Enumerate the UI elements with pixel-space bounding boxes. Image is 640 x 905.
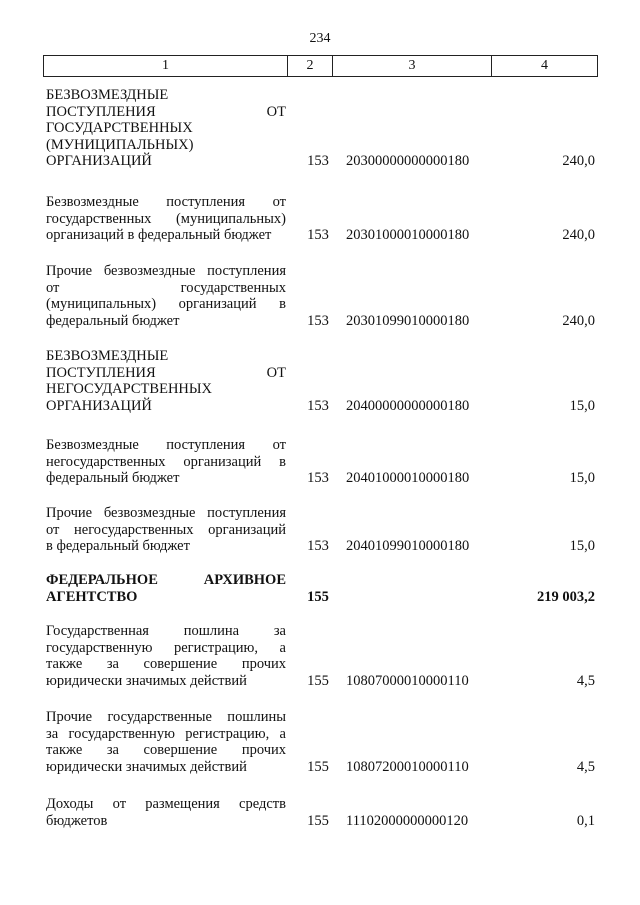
row-name-line: ПОСТУПЛЕНИЯ ОТ [46, 103, 286, 120]
row-admin-code: 155 [307, 758, 329, 775]
row-admin-code: 153 [307, 227, 329, 243]
row-name-line: также за совершение прочих [46, 742, 286, 758]
row-name [46, 623, 286, 689]
row-name [46, 348, 286, 414]
row-name-line: Прочие безвозмездные поступления [46, 263, 286, 279]
row-name-line: от негосударственных организаций [46, 521, 286, 538]
row-amount: 0,1 [576, 812, 595, 829]
row-budget-code: 20300000000000180 [346, 153, 470, 169]
row-name-line: (муниципальных) организаций в [46, 296, 286, 312]
row-name [46, 796, 286, 829]
row-amount: 240,0 [562, 312, 595, 329]
row-name-line: федеральный бюджет [46, 470, 180, 486]
row-name-line: НЕГОСУДАРСТВЕННЫХ [46, 381, 212, 397]
row-admin-code: 153 [307, 153, 329, 169]
row-admin-code: 153 [307, 470, 329, 486]
row-budget-code: 10807200010000110 [346, 758, 469, 775]
row-budget-code: 20301000010000180 [346, 227, 470, 243]
row-admin-code: 153 [307, 312, 329, 329]
row-budget-code: 20301099010000180 [346, 312, 470, 329]
row-name [46, 263, 286, 329]
row-admin-code: 153 [307, 397, 329, 414]
row-amount: 219 003,2 [537, 588, 595, 605]
row-budget-code: 20401099010000180 [346, 538, 470, 554]
row-name-line: негосударственных организаций в [46, 453, 286, 470]
row-admin-code: 155 [307, 812, 329, 829]
row-amount: 15,0 [569, 397, 595, 414]
row-name-line: Безвозмездные поступления от [46, 437, 286, 453]
row-name-line: юридически значимых действий [46, 758, 247, 775]
row-amount: 240,0 [562, 227, 595, 243]
row-admin-code: 155 [307, 672, 329, 689]
row-name-line: за государственную регистрацию, а [46, 725, 286, 742]
row-name-line: БЕЗВОЗМЕЗДНЫЕ [46, 348, 169, 364]
row-name-line: организаций в федеральный бюджет [46, 227, 272, 243]
row-name [46, 437, 286, 487]
row-budget-code: 20400000000000180 [346, 397, 470, 414]
row-name-line: также за совершение прочих [46, 656, 286, 672]
row-name-line: БЕЗВОЗМЕЗДНЫЕ [46, 87, 169, 103]
row-name-line: юридически значимых действий [46, 672, 247, 689]
row-name-line: Безвозмездные поступления от [46, 194, 286, 210]
row-name-line: в федеральный бюджет [46, 538, 190, 554]
row-name [46, 87, 286, 170]
row-budget-code: 10807000010000110 [346, 672, 469, 689]
row-name-line: бюджетов [46, 812, 108, 829]
row-name [46, 194, 286, 244]
row-admin-code: 153 [307, 538, 329, 554]
row-name-line: ФЕДЕРАЛЬНОЕ АРХИВНОЕ [46, 572, 286, 588]
row-name [46, 505, 286, 555]
row-amount: 15,0 [569, 470, 595, 486]
row-name-line: государственную регистрацию, а [46, 639, 286, 656]
row-amount: 4,5 [576, 758, 595, 775]
row-name [46, 709, 286, 775]
row-name-line: Доходы от размещения средств [46, 796, 286, 812]
row-amount: 240,0 [562, 153, 595, 169]
column-header-2: 2 [288, 56, 333, 76]
row-admin-code: 155 [307, 588, 329, 605]
row-name-line: Прочие безвозмездные поступления [46, 505, 286, 521]
row-amount: 15,0 [569, 538, 595, 554]
row-budget-code: 11102000000000120 [346, 812, 469, 829]
row-name-line: ГОСУДАРСТВЕННЫХ [46, 120, 193, 136]
row-name-line: ОРГАНИЗАЦИЙ [46, 153, 152, 169]
row-name-line: ОРГАНИЗАЦИЙ [46, 397, 152, 414]
row-name [46, 572, 286, 605]
row-name-line: (МУНИЦИПАЛЬНЫХ) [46, 136, 194, 153]
column-header-3: 3 [333, 56, 492, 76]
row-name-line: Прочие государственные пошлины [46, 709, 286, 725]
row-name-line: от государственных [46, 279, 286, 296]
row-name-line: ПОСТУПЛЕНИЯ ОТ [46, 364, 286, 381]
row-name-line: государственных (муниципальных) [46, 210, 286, 227]
page-number: 234 [309, 31, 331, 46]
row-name-line: АГЕНТСТВО [46, 588, 138, 605]
row-budget-code: 20401000010000180 [346, 470, 470, 486]
row-name-line: Государственная пошлина за [46, 623, 286, 639]
column-header-1: 1 [44, 56, 288, 76]
row-name-line: федеральный бюджет [46, 312, 180, 329]
column-header-4: 4 [541, 57, 548, 73]
row-amount: 4,5 [576, 672, 595, 689]
